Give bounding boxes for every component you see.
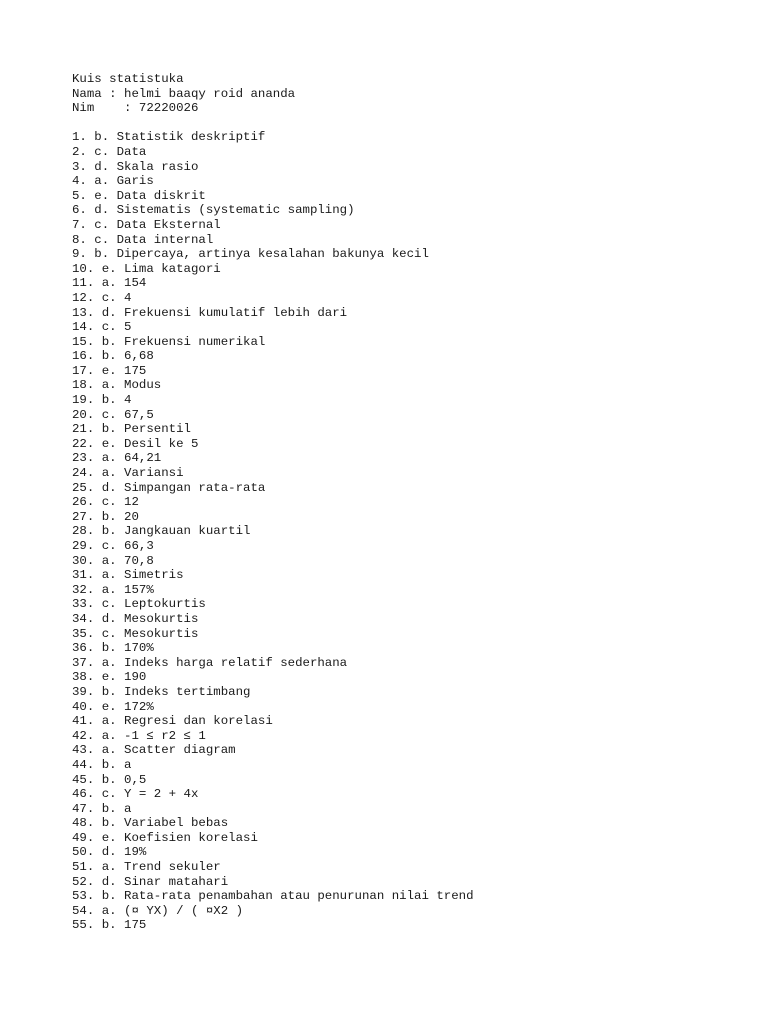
answer-line: 6. d. Sistematis (systematic sampling): [72, 203, 355, 218]
answer-line: 25. d. Simpangan rata-rata: [72, 480, 266, 495]
answer-line: 16. b. 6,68: [72, 349, 154, 364]
answer-line: 51. a. Trend sekuler: [72, 860, 221, 875]
answer-line: 50. d. 19%: [72, 845, 147, 860]
answer-line: 12. c. 4: [72, 290, 132, 305]
answer-line: 35. c. Mesokurtis: [72, 626, 199, 641]
answer-line: 31. a. Simetris: [72, 568, 184, 583]
answer-line: 45. b. 0,5: [72, 772, 147, 787]
answer-line: 4. a. Garis: [72, 174, 154, 189]
answer-line: 26. c. 12: [72, 495, 139, 510]
answer-line: 29. c. 66,3: [72, 539, 154, 553]
answer-line: 42. a. -1 ≤ r2 ≤ 1: [72, 728, 206, 743]
answer-line: 15. b. Frekuensi numerikal: [72, 334, 266, 349]
answer-line: 10. e. Lima katagori: [72, 261, 221, 276]
answer-line: 36. b. 170%: [72, 641, 154, 656]
answer-line: 54. a. (¤ YX) / ( ¤X2 ): [72, 903, 244, 918]
answer-line: 27. b. 20: [72, 509, 139, 524]
blank-line: [72, 116, 732, 131]
document-page: [72, 72, 732, 933]
answer-line: 22. e. Desil ke 5: [72, 436, 199, 451]
answer-line: 18. a. Modus: [72, 378, 162, 393]
student-name-line: Nama : helmi baaqy roid ananda: [72, 86, 296, 101]
answer-line: 47. b. a: [72, 801, 132, 816]
answer-line: 19. b. 4: [72, 393, 132, 408]
answer-line: 34. d. Mesokurtis: [72, 611, 199, 626]
student-nim-line: Nim : 72220026: [72, 101, 199, 116]
answer-line: 28. b. Jangkauan kuartil: [72, 524, 251, 539]
answer-line: 40. e. 172%: [72, 699, 154, 714]
answer-line: 53. b. Rata-rata penambahan atau penurunan nilai trend: [72, 889, 474, 904]
answer-line: 5. e. Data diskrit: [72, 188, 206, 203]
answer-line: 43. a. Scatter diagram: [72, 743, 236, 758]
document-title: Kuis statistuka: [72, 72, 184, 86]
answer-line: 52. d. Sinar matahari: [72, 874, 229, 889]
answer-line: 49. e. Koefisien korelasi: [72, 830, 258, 845]
answer-line: 13. d. Frekuensi kumulatif lebih dari: [72, 305, 348, 320]
answer-line: 23. a. 64,21: [72, 451, 162, 466]
answer-line: 21. b. Persentil: [72, 422, 191, 437]
answer-list: [72, 130, 732, 933]
answer-line: 14. c. 5: [72, 320, 132, 335]
answer-line: 33. c. Leptokurtis: [72, 597, 206, 612]
answer-line: 11. a. 154: [72, 276, 147, 291]
answer-line: 9. b. Dipercaya, artinya kesalahan bakunya kecil: [72, 247, 429, 262]
answer-line: 8. c. Data internal: [72, 232, 214, 247]
answer-line: 24. a. Variansi: [72, 466, 184, 481]
answer-line: 38. e. 190: [72, 670, 147, 685]
answer-line: 2. c. Data: [72, 144, 147, 159]
answer-line: 44. b. a: [72, 757, 132, 772]
answer-line: 37. a. Indeks harga relatif sederhana: [72, 655, 348, 670]
answer-line: 1. b. Statistik deskriptif: [72, 130, 266, 145]
answer-line: 20. c. 67,5: [72, 407, 154, 422]
answer-line: 46. c. Y = 2 + 4x: [72, 787, 199, 802]
answer-line: 32. a. 157%: [72, 582, 154, 597]
answer-line: 7. c. Data Eksternal: [72, 217, 221, 232]
answer-line: 17. e. 175: [72, 363, 147, 378]
answer-line: 39. b. Indeks tertimbang: [72, 684, 251, 699]
answer-line: 48. b. Variabel bebas: [72, 816, 229, 831]
answer-line: 3. d. Skala rasio: [72, 159, 199, 174]
answer-line: 30. a. 70,8: [72, 553, 154, 568]
answer-line: 41. a. Regresi dan korelasi: [72, 714, 273, 729]
answer-line: 55. b. 175: [72, 918, 147, 933]
